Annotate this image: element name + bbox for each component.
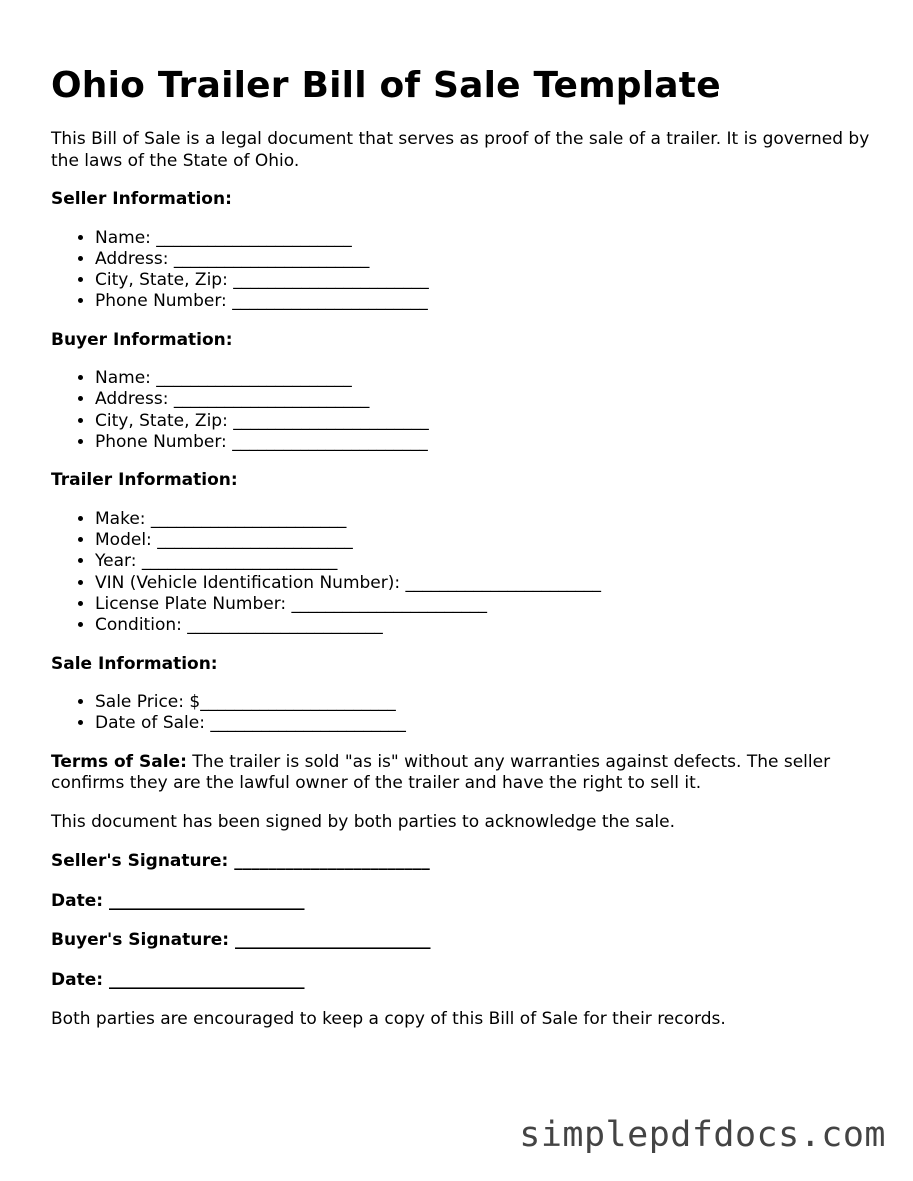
seller-date-line: Date: _______________________	[51, 890, 305, 911]
terms-label: Terms of Sale:	[51, 751, 187, 772]
list-item: • Phone Number: _______________________	[95, 432, 871, 453]
list-item: • Year: _______________________	[95, 551, 871, 572]
buyer-heading: Buyer Information:	[51, 329, 233, 350]
sale-heading: Sale Information:	[51, 653, 218, 674]
list-item: • Sale Price: $_______________________	[95, 692, 871, 713]
seller-signature-line: Seller's Signature: _______________________	[51, 851, 430, 872]
terms-text: The trailer is sold "as is" without any warranties against defects. The seller confirms they are the lawful owner of the trailer and have the right to sell it.	[51, 751, 831, 794]
trailer-fields-list	[51, 509, 871, 637]
acknowledgement-paragraph: This document has been signed by both parties to acknowledge the sale.	[51, 811, 676, 832]
list-item: • Name: _______________________	[95, 228, 871, 249]
site-watermark: simplepdfdocs.com	[519, 1115, 886, 1155]
buyer-date-line: Date: _______________________	[51, 969, 305, 990]
list-item: • Address: _______________________	[95, 249, 871, 270]
list-item: • Address: _______________________	[95, 389, 871, 410]
list-item: • Model: _______________________	[95, 530, 871, 551]
list-item: • Date of Sale: _______________________	[95, 713, 871, 734]
sale-fields-list	[51, 692, 871, 735]
page-title: Ohio Trailer Bill of Sale Template	[51, 65, 721, 106]
list-item: • Condition: _______________________	[95, 615, 871, 636]
list-item: • Make: _______________________	[95, 509, 871, 530]
intro-paragraph: This Bill of Sale is a legal document that serves as proof of the sale of a trailer. It is governed by the laws of the State of Ohio.	[51, 129, 870, 171]
trailer-heading: Trailer Information:	[51, 470, 238, 491]
buyer-signature-line: Buyer's Signature: _______________________	[51, 930, 431, 951]
list-item: • City, State, Zip: _______________________	[95, 270, 871, 291]
document-page	[51, 62, 871, 1031]
buyer-fields-list	[51, 368, 871, 453]
list-item: • City, State, Zip: _______________________	[95, 411, 871, 432]
seller-fields-list	[51, 228, 871, 313]
closing-paragraph: Both parties are encouraged to keep a copy of this Bill of Sale for their records.	[51, 1009, 726, 1030]
list-item: • VIN (Vehicle Identification Number): _______________________	[95, 573, 871, 594]
list-item: • License Plate Number: _______________________	[95, 594, 871, 615]
list-item: • Name: _______________________	[95, 368, 871, 389]
seller-heading: Seller Information:	[51, 189, 232, 209]
list-item: • Phone Number: _______________________	[95, 291, 871, 312]
terms-paragraph	[51, 752, 871, 795]
